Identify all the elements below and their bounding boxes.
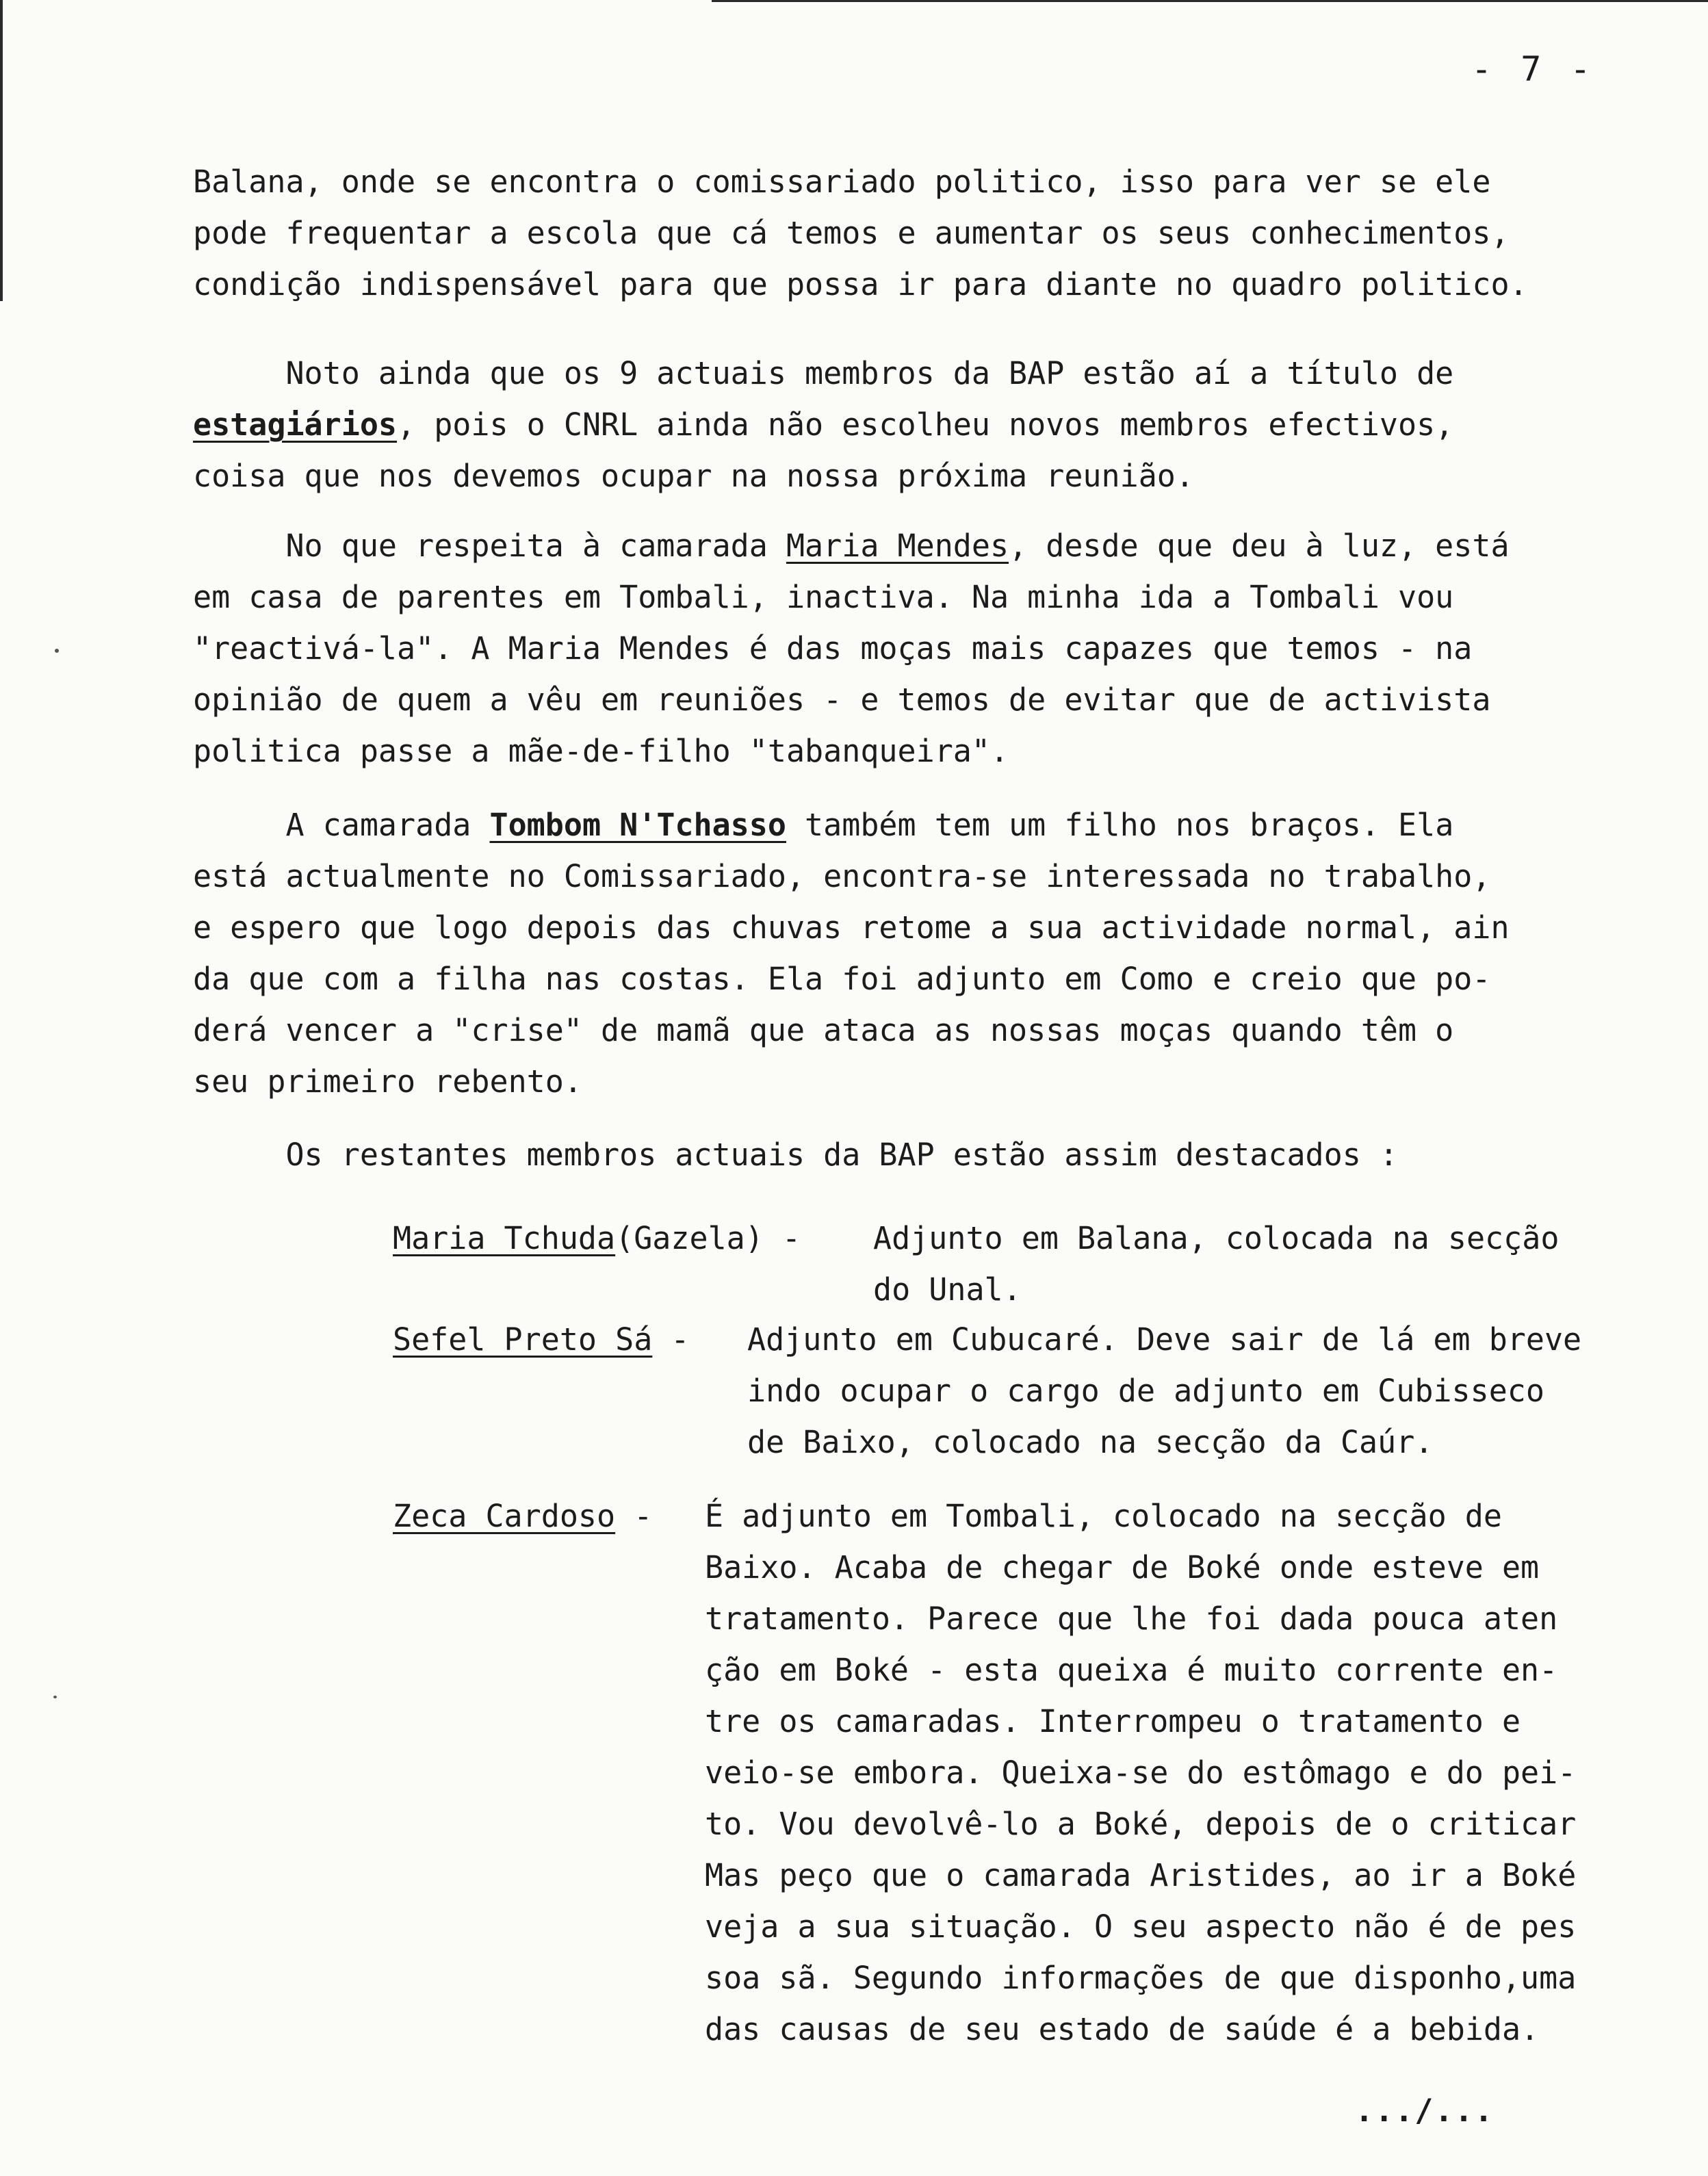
page-number: - 7 -: [1471, 49, 1595, 89]
member-1-name: Maria Tchuda: [393, 1220, 616, 1256]
member-1-desc-line-1: Adjunto em Balana, colocada na secção: [873, 1220, 1560, 1256]
member-3-name: Zeca Cardoso: [393, 1498, 616, 1534]
member-3-desc-line-9: veja a sua situação. O seu aspecto não é de pes: [705, 1908, 1577, 1945]
paragraph-1-line-1: Balana, onde se encontra o comissariado politico, isso para ver se ele: [193, 164, 1491, 200]
paragraph-2-line-1: Noto ainda que os 9 actuais membros da BAP estão aí a título de: [193, 355, 1454, 391]
member-3-desc-line-6: veio-se embora. Queixa-se do estômago e do pei-: [705, 1754, 1577, 1791]
member-3-desc-line-8: Mas peço que o camarada Aristides, ao ir a Boké: [705, 1857, 1577, 1893]
paragraph-2-line-2-rest: , pois o CNRL ainda não escolheu novos membros efectivos,: [397, 406, 1454, 443]
member-2-name: Sefel Preto Sá: [393, 1321, 653, 1358]
paragraph-4-line-6: seu primeiro rebento.: [193, 1063, 582, 1100]
member-2-desc-line-3: de Baixo, colocado na secção da Caúr.: [747, 1424, 1434, 1460]
member-3-desc-line-2: Baixo. Acaba de chegar de Boké onde esteve em: [705, 1549, 1540, 1585]
scan-edge-left: [0, 0, 3, 301]
member-3-desc-line-3: tratamento. Parece que lhe foi dada pouca aten: [705, 1601, 1558, 1637]
paragraph-3-line-2: em casa de parentes em Tombali, inactiva. Na minha ida a Tombali vou: [193, 579, 1454, 615]
member-2-label: [393, 1314, 708, 1365]
underlined-name-tombom: Tombom N'Tchasso: [489, 807, 786, 843]
paragraph-3-text: No que respeita à camarada: [193, 528, 786, 564]
member-3-desc-line-11: das causas de seu estado de saúde é a bebida.: [705, 2011, 1540, 2047]
paragraph-1-line-3: condição indispensável para que possa ir para diante no quadro politico.: [193, 266, 1528, 302]
continuation-mark: .../...: [1355, 2093, 1494, 2129]
member-2-desc-line-2: indo ocupar o cargo de adjunto em Cubisseco: [747, 1373, 1544, 1409]
member-3-desc-line-5: tre os camaradas. Interrompeu o tratamento e: [705, 1703, 1521, 1739]
member-1-dash: -: [763, 1220, 820, 1256]
member-3-desc-line-10: soa sã. Segundo informações de que disponho,uma: [705, 1960, 1577, 1996]
paragraph-3-line-5: politica passe a mãe-de-filho "tabanqueira".: [193, 733, 1009, 769]
member-1-desc-line-2: do Unal.: [873, 1271, 1022, 1308]
paragraph-3-line-1: [193, 520, 1664, 571]
member-2-dash: -: [652, 1321, 708, 1358]
underlined-term-estagiarios: estagiários: [193, 406, 398, 443]
member-2-desc-line-1: Adjunto em Cubucaré. Deve sair de lá em breve: [747, 1321, 1582, 1358]
paragraph-1-line-2: pode frequentar a escola que cá temos e aumentar os seus conhecimentos,: [193, 215, 1510, 251]
paragraph-4-line-4: da que com a filha nas costas. Ela foi adjunto em Como e creio que po-: [193, 961, 1491, 997]
member-3-desc-line-7: to. Vou devolvê-lo a Boké, depois de o criticar: [705, 1806, 1577, 1842]
paragraph-2-line-3: coisa que nos devemos ocupar na nossa próxima reunião.: [193, 458, 1194, 494]
member-3-dash: -: [615, 1498, 671, 1534]
paragraph-4-line-1: [193, 799, 1664, 851]
paragraph-4-line-2: está actualmente no Comissariado, encontra-se interessada no trabalho,: [193, 858, 1491, 894]
paragraph-3-line-3: "reactivá-la". A Maria Mendes é das moças mais capazes que temos - na: [193, 630, 1473, 666]
paragraph-3-text: , desde que deu à luz, está: [1009, 528, 1510, 564]
paragraph-4-line-5: derá vencer a "crise" de mamã que ataca as nossas moças quando têm o: [193, 1012, 1454, 1048]
underlined-name-maria-mendes: Maria Mendes: [786, 528, 1009, 564]
member-3-label: [393, 1490, 671, 1542]
paragraph-5: Os restantes membros actuais da BAP estão assim destacados :: [193, 1137, 1398, 1173]
member-3-desc-line-1: É adjunto em Tombali, colocado na secção de: [705, 1498, 1502, 1534]
paragraph-4-line-3: e espero que logo depois das chuvas retome a sua actividade normal, ain: [193, 909, 1510, 946]
paragraph-4-text: A camarada: [193, 807, 490, 843]
member-1-name-suffix: (Gazela): [615, 1220, 764, 1256]
member-1-label: [393, 1213, 819, 1264]
scan-speck: [53, 1696, 57, 1698]
member-3-desc-line-4: ção em Boké - esta queixa é muito corrente en-: [705, 1652, 1558, 1688]
paragraph-4-text: também tem um filho nos braços. Ela: [786, 807, 1454, 843]
scan-edge-top: [712, 0, 1708, 2]
paragraph-3-line-4: opinião de quem a vêu em reuniões - e temos de evitar que de activista: [193, 682, 1491, 718]
paragraph-2-line-2: [193, 399, 1664, 450]
scan-speck: [55, 649, 59, 653]
